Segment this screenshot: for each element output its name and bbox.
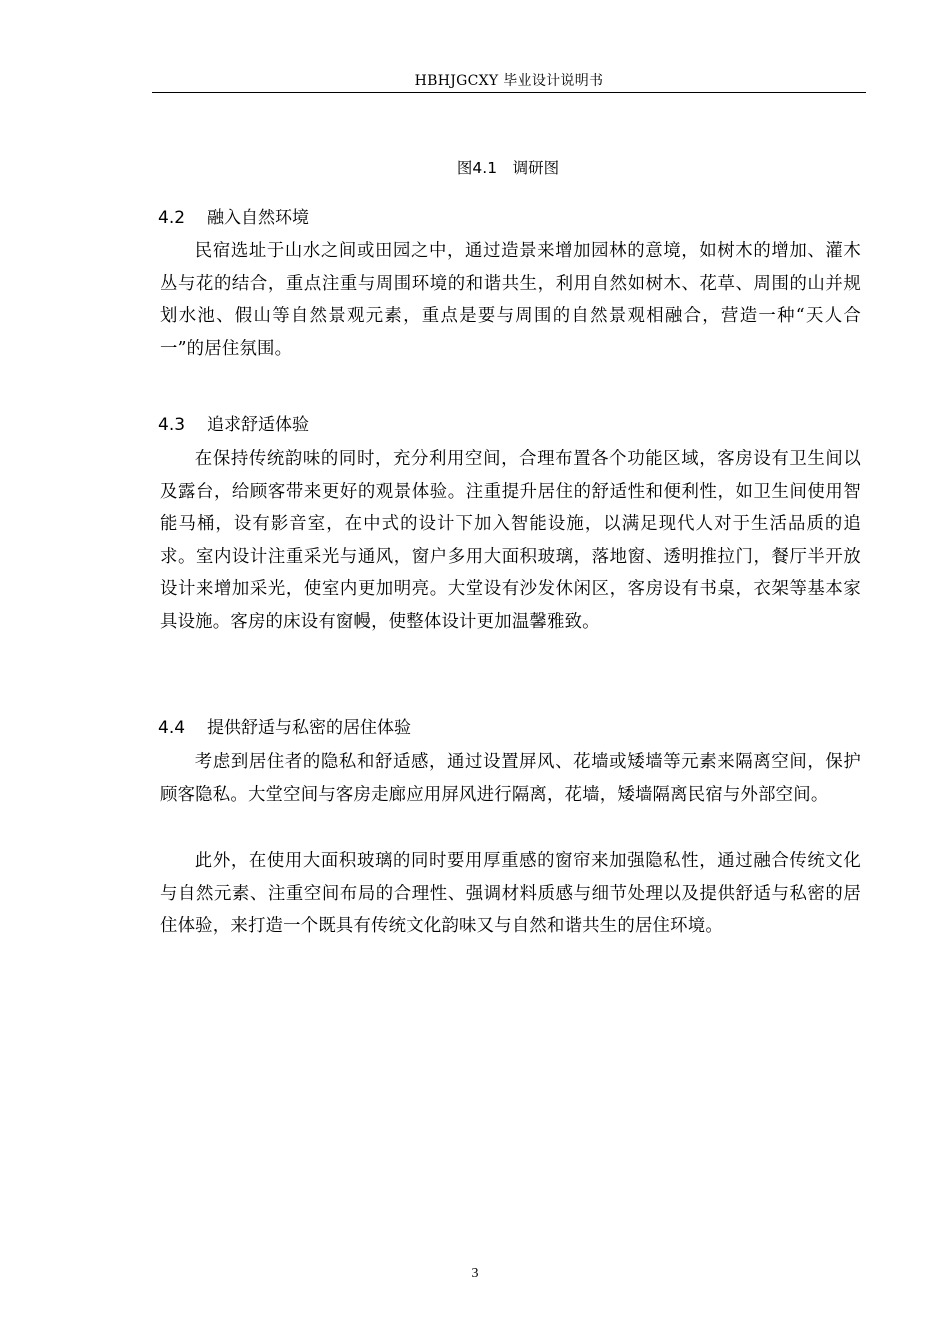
page-number: 3 bbox=[471, 1266, 479, 1281]
section-heading-4-4 bbox=[158, 713, 411, 738]
section-number: 4.2 bbox=[158, 208, 186, 228]
body-paragraph: 考虑到居住者的隐私和舒适感，通过设置屏风、花墙或矮墙等元素来隔离空间，保护顾客隐私。大堂空间与客房走廊应用屏风进行隔离，花墙，矮墙隔离民宿与外部空间。 bbox=[160, 752, 861, 805]
page-header bbox=[152, 68, 866, 93]
body-paragraph: 此外，在使用大面积玻璃的同时要用厚重感的窗帘来加强隐私性，通过融合传统文化与自然元素、注重空间布局的合理性、强调材料质感与细节处理以及提供舒适与私密的居住体验，来打造一个既具有传统文化韵味又与自然和谐共生的居住环境。 bbox=[160, 851, 861, 937]
figure-caption: 图4.1 调研图 bbox=[456, 159, 560, 177]
section-number: 4.4 bbox=[158, 718, 186, 738]
section-heading-4-3 bbox=[158, 410, 309, 435]
section-heading-4-2 bbox=[158, 203, 309, 228]
section-title: 提供舒适与私密的居住体验 bbox=[207, 718, 411, 738]
section-number: 4.3 bbox=[158, 415, 186, 435]
header-title: HBHJGCXY 毕业设计说明书 bbox=[414, 73, 604, 89]
body-paragraph: 在保持传统韵味的同时，充分利用空间，合理布置各个功能区域，客房设有卫生间以及露台，给顾客带来更好的观景体验。注重提升居住的舒适性和便利性，如卫生间使用智能马桶，设有影音室，在中式的设计下加入智能设施，以满足现代人对于生活品质的追求。室内设计注重采光与通风，窗户多用大面积玻璃，落地窗、透明推拉门，餐厅半开放设计来增加采光，使室内更加明亮。大堂设有沙发休闲区，客房设有书桌，衣架等基本家具设施。客房的床设有窗幔，使整体设计更加温馨雅致。 bbox=[160, 449, 861, 632]
section-title: 追求舒适体验 bbox=[207, 415, 309, 435]
section-title: 融入自然环境 bbox=[207, 208, 309, 228]
body-paragraph: 民宿选址于山水之间或田园之中，通过造景来增加园林的意境，如树木的增加、灌木丛与花的结合，重点注重与周围环境的和谐共生，利用自然如树木、花草、周围的山并规划水池、假山等自然景观元素，重点是要与周围的自然景观相融合，营造一种“天人合一”的居住氛围。 bbox=[160, 241, 861, 359]
